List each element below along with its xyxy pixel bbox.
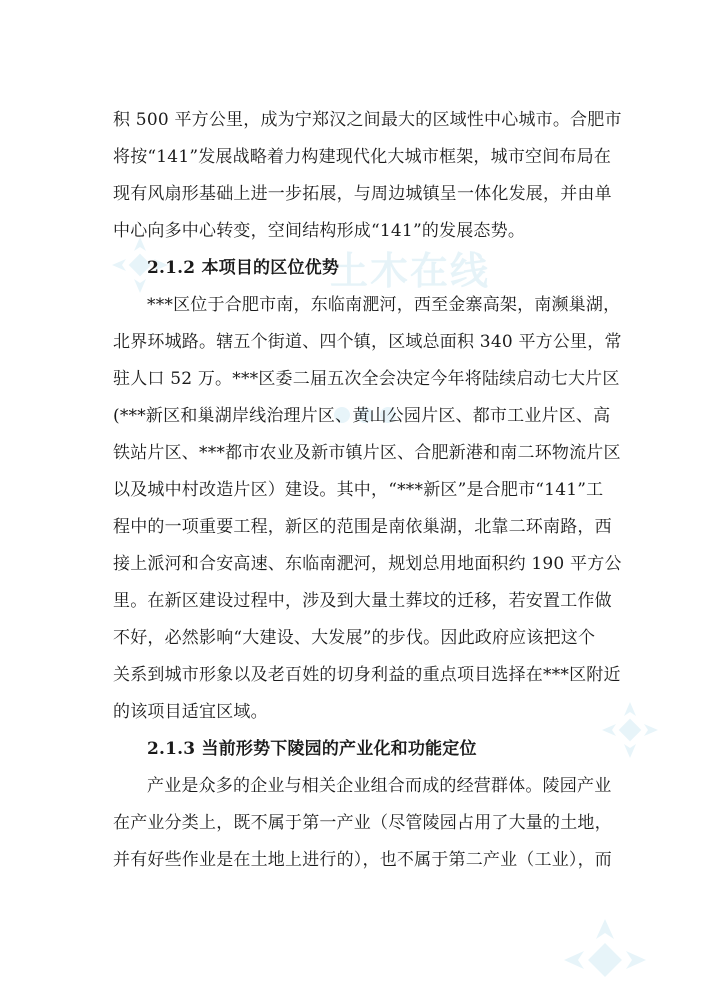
section-2-1-3-line-1: 产业是众多的企业与相关企业组合而成的经营群体。陵园产业 [147, 776, 612, 796]
paragraph-1-line-4: 中心向多中心转变，空间结构形成“141”的发展态势。 [113, 221, 526, 241]
section-2-1-2-line-7: 程中的一项重要工程，新区的范围是南依巢湖，北靠二环南路，西 [113, 517, 612, 537]
section-2-1-2-line-10: 不好，必然影响“大建设、大发展”的步伐。因此政府应该把这个 [113, 628, 596, 648]
section-2-1-2-line-3: 驻人口 52 万。***区委二届五次全会决定今年将陆续启动七大片区 [113, 369, 620, 389]
section-2-1-3-line-3: 并有好些作业是在土地上进行的），也不属于第二产业（工业），而 [113, 850, 612, 870]
section-heading-2-1-3: 2.1.3 当前形势下陵园的产业化和功能定位 [147, 739, 477, 759]
section-2-1-2-line-12: 的该项目适宜区域。 [113, 702, 268, 722]
section-2-1-2-line-6: 以及城中村改造片区）建设。其中，“***新区”是合肥市“141”工 [113, 480, 604, 500]
paragraph-1-line-3: 现有风扇形基础上进一步拓展，与周边城镇呈一体化发展，并由单 [113, 184, 612, 204]
section-2-1-2-line-1: ***区位于合肥市南，东临南淝河，西至金寨高架，南濒巢湖， [147, 295, 621, 315]
section-2-1-2-line-8: 接上派河和合安高速、东临南淝河，规划总用地面积约 190 平方公 [113, 554, 622, 574]
paragraph-1-line-2: 将按“141”发展战略着力构建现代化大城市框架，城市空间布局在 [113, 147, 612, 167]
snowflake-logo-icon [600, 700, 660, 760]
watermark-text: 土木在线 [330, 249, 491, 293]
snowflake-logo-icon [560, 915, 650, 994]
section-2-1-2-line-4: (***新区和巢湖岸线治理片区、黄山公园片区、都市工业片区、高 [113, 406, 611, 426]
section-2-1-2-line-2: 北界环城路。辖五个街道、四个镇，区域总面积 340 平方公里，常 [113, 332, 622, 352]
section-2-1-2-line-9: 里。在新区建设过程中，涉及到大量土葬坟的迁移，若安置工作做 [113, 591, 612, 611]
section-2-1-2-line-11: 关系到城市形象以及老百姓的切身利益的重点项目选择在***区附近 [113, 665, 621, 685]
section-2-1-3-line-2: 在产业分类上，既不属于第一产业（尽管陵园占用了大量的土地， [113, 813, 612, 833]
section-heading-2-1-2: 2.1.2 本项目的区位优势 [147, 258, 340, 278]
paragraph-1-line-1: 积 500 平方公里，成为宁郑汉之间最大的区域性中心城市。合肥市 [113, 110, 622, 130]
section-2-1-2-line-5: 铁站片区、***都市农业及新市镇片区、合肥新港和南二环物流片区 [113, 443, 621, 463]
